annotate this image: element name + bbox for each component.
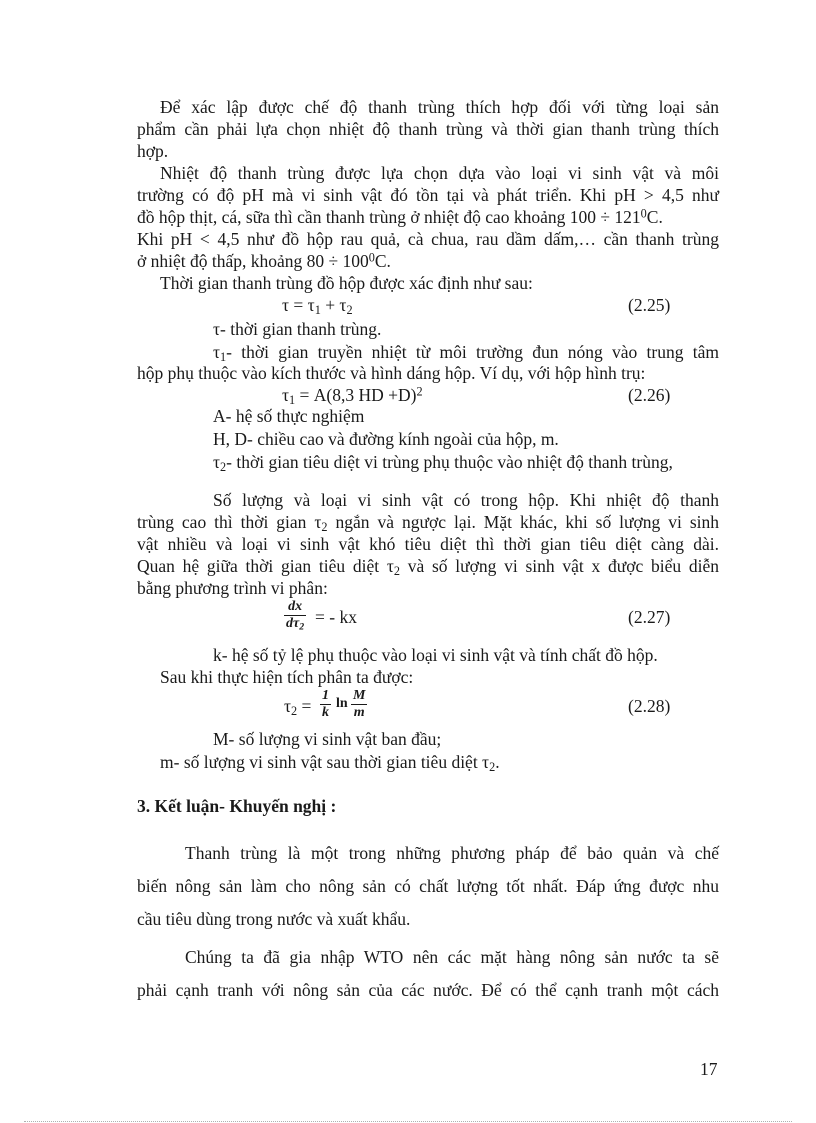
def-tau1-line2: hộp phụ thuộc vào kích thước và hình dáng hộp. Ví dụ, với hộp hình trụ: (137, 363, 646, 383)
para4-line3: vật nhiều và loại vi sinh vật khó tiêu diệt thì thời gian tiêu diệt càng dài. (137, 534, 719, 554)
para4-line5: bằng phương trình vi phân: (137, 578, 328, 598)
para5-line3: cầu tiêu dùng trong nước và xuất khẩu. (137, 909, 411, 929)
fraction-dx-dtau2: $\frac{dx}{d\tau_2}$ (286, 599, 305, 633)
def-tau1-line1: $\tau_1-$ thời gian truyền nhiệt từ môi trường đun nóng vào trung tâm (213, 342, 719, 365)
equation-number-2-27: (2.27) (628, 607, 671, 627)
def-tau: τ- thời gian thanh trùng. (213, 319, 382, 339)
para1-line1: Để xác lập được chế độ thanh trùng thích hợp đối với từng loại sản (160, 97, 719, 117)
def-H-D: H, D- chiều cao và đường kính ngoài của hộp, m. (213, 429, 559, 449)
def-A: A- hệ số thực nghiệm (213, 406, 365, 426)
equation-2-27-rhs: = - kx (315, 607, 357, 627)
fraction-1-over-k: $\frac{1}{k}$ (322, 688, 329, 720)
def-k: k- hệ số tỷ lệ phụ thuộc vào loại vi sinh vật và tính chất đồ hộp. (213, 645, 658, 665)
fraction-M-over-m: $\frac{M}{m}$ (353, 688, 366, 720)
footer-rule (24, 1121, 792, 1122)
ln-operator: ln (336, 696, 348, 711)
def-tau2: $\tau_2-$ thời gian tiêu diệt vi trùng phụ thuộc vào nhiệt độ thanh trùng, (213, 452, 673, 475)
equation-number-2-25: (2.25) (628, 295, 671, 315)
para2-line3: đồ hộp thịt, cá, sữa thì cần thanh trùng ở nhiệt độ cao khoảng $100 \div 121^0C$. (137, 206, 663, 227)
para4-line1: Số lượng và loại vi sinh vật có trong hộp. Khi nhiệt độ thanh (213, 490, 719, 510)
para2-line4: Khi pH < 4,5 như đồ hộp rau quả, cà chua, rau dầm dấm,… cần thanh trùng (137, 229, 719, 249)
para1-line2: phẩm cần phải lựa chọn nhiệt độ thanh trùng và thời gian thanh trùng thích (137, 119, 719, 139)
page-number: 17 (700, 1059, 718, 1079)
def-m: m- số lượng vi sinh vật sau thời gian tiêu diệt $\tau_2$. (160, 752, 500, 775)
para6-line1: Chúng ta đã gia nhập WTO nên các mặt hàng nông sản nước ta sẽ (185, 947, 719, 967)
para5-line1: Thanh trùng là một trong những phương pháp để bảo quản và chế (185, 843, 719, 863)
para3-line1: Thời gian thanh trùng đồ hộp được xác định như sau: (160, 273, 533, 293)
equation-2-26: $\tau_1 = A(8,3$ HD +D)$^2$ (282, 384, 423, 408)
para2-line2: trường có độ pH mà vi sinh vật đó tồn tại và phát triển. Khi pH > 4,5 như (137, 185, 719, 205)
para2-line1: Nhiệt độ thanh trùng được lựa chọn dựa vào loại vi sinh vật và môi (160, 163, 719, 183)
para4-line4: Quan hệ giữa thời gian tiêu diệt $\tau_2$ và số lượng vi sinh vật x được biểu diễn (137, 556, 720, 579)
equation-2-28-lhs: $\tau_2$ = (284, 696, 312, 719)
para2-line5: ở nhiệt độ thấp, khoảng $80 \div 100^0C$. (137, 250, 391, 271)
equation-number-2-28: (2.28) (628, 696, 671, 716)
para6-line2: phải cạnh tranh với nông sản của các nước. Để có thể cạnh tranh một cách (137, 980, 719, 1000)
equation-2-25: $\tau = \tau_1 + \tau_2$ (282, 295, 353, 318)
para1-line3: hợp. (137, 141, 169, 161)
para4-line2: trùng cao thì thời gian $\tau_2$ ngắn và ngược lại. Mặt khác, khi số lượng vi sinh (137, 512, 719, 535)
section-heading: 3. Kết luận- Khuyến nghị : (137, 796, 337, 816)
integration-note: Sau khi thực hiện tích phân ta được: (160, 667, 414, 687)
para5-line2: biến nông sản làm cho nông sản có chất lượng tốt nhất. Đáp ứng được nhu (137, 876, 719, 896)
def-M: M- số lượng vi sinh vật ban đầu; (213, 729, 442, 749)
equation-number-2-26: (2.26) (628, 385, 671, 405)
